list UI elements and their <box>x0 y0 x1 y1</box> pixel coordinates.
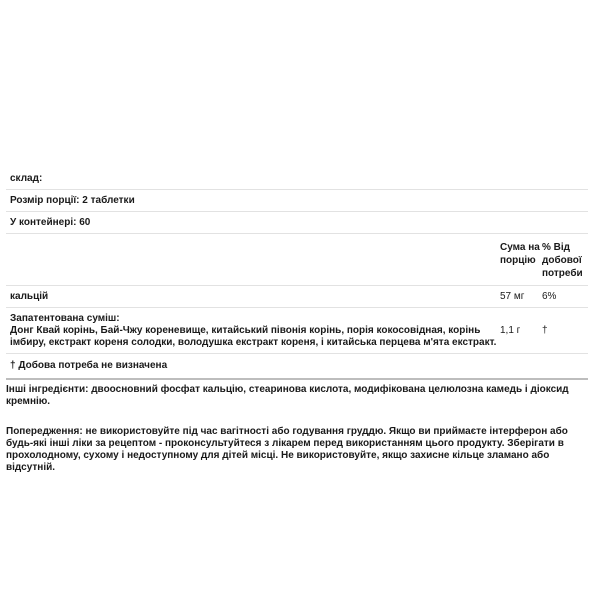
daily-value-footnote: † Добова потреба не визначена <box>6 354 588 380</box>
supplement-facts-panel <box>6 168 588 474</box>
blend-description <box>10 313 500 349</box>
table-row <box>6 286 588 308</box>
serving-size: Розмір порції: 2 таблетки <box>6 190 588 212</box>
header-spacer <box>10 241 500 280</box>
nutrient-daily-value: 6% <box>542 291 557 302</box>
daily-value-column-header: % Від добової потреби <box>542 242 583 279</box>
amount-column-header: Сума на порцію <box>500 242 540 266</box>
warning-text: Попередження: не використовуйте під час вагітності або годування груддю. Якщо ви приймаєте інтерферон або будь-які інші ліки за рецептом - проконсультуйтеся з лікарем перед використанням цього продукту. Зберігати в прохолодному, сухому і недоступному для дітей місці. Не використовуйте, якщо захисне кільце зламано або відсутній. <box>6 426 568 473</box>
proprietary-blend-row <box>6 308 588 354</box>
table-header <box>6 234 588 286</box>
blend-daily-value: † <box>542 325 548 336</box>
nutrient-amount: 57 мг <box>500 291 525 302</box>
nutrient-name: кальцій <box>10 291 49 302</box>
blend-amount: 1,1 г <box>500 325 521 336</box>
blend-ingredients: Донг Квай корінь, Бай-Чжу кореневище, китайський півонія корінь, порія кокосовідная, корінь імбиру, екстракт кореня солодки, володушка екстракт кореня, і китайська перцева м'ята екстракт. <box>10 325 497 348</box>
servings-per-container: У контейнері: 60 <box>6 212 588 234</box>
composition-label: склад: <box>6 168 588 190</box>
other-ingredients: Інші інгредієнти: двоосновний фосфат кальцію, стеаринова кислота, модифікована целюлозна камедь і діоксид кремнію. <box>6 384 569 407</box>
blend-title: Запатентована суміш: <box>10 313 120 324</box>
